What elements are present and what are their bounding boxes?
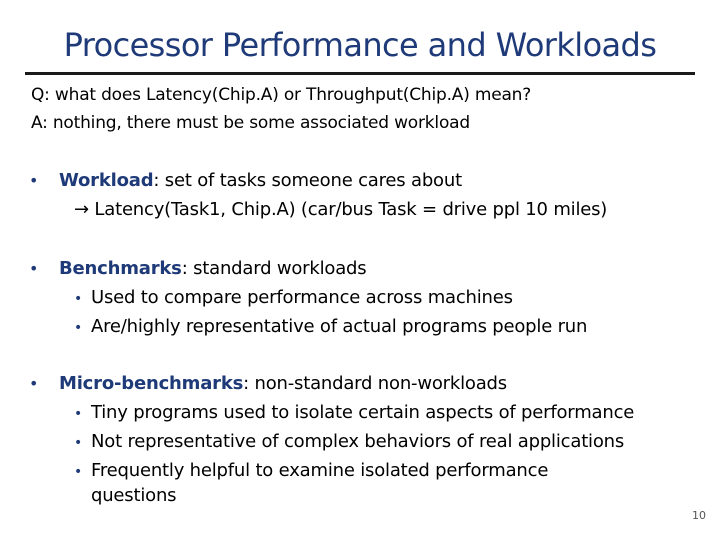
sub-bullet-continuation: questions [91, 485, 177, 506]
sub-bullet-text: Are/highly representative of actual programs people run [91, 316, 588, 337]
bullet-benchmarks [29, 258, 366, 279]
sub-bullet-text: Not representative of complex behaviors of real applications [91, 431, 625, 452]
sub-bullet [74, 431, 624, 452]
right-arrow-icon: → [74, 199, 89, 220]
sub-bullet-dot: • [74, 291, 83, 307]
bullet-text: : non-standard non-workloads [243, 373, 507, 394]
question-line: Q: what does Latency(Chip.A) or Throughput(Chip.A) mean? [31, 85, 532, 105]
bullet-keyword: Workload [59, 170, 154, 191]
sub-bullet-text: Tiny programs used to isolate certain aspects of performance [91, 402, 635, 423]
workload-example-text: Latency(Task1, Chip.A) (car/bus Task = drive ppl 10 miles) [94, 199, 608, 220]
sub-bullet-dot: • [74, 435, 83, 451]
page-number: 10 [692, 509, 706, 522]
bullet-workload [29, 170, 462, 191]
sub-bullet-dot: • [74, 320, 83, 336]
bullet-text: : set of tasks someone cares about [153, 170, 462, 191]
bullet-dot: • [29, 171, 39, 190]
sub-bullet [74, 287, 513, 308]
sub-bullet-text: Used to compare performance across machines [91, 287, 513, 308]
sub-bullet-dot: • [74, 406, 83, 422]
bullet-dot: • [29, 374, 39, 393]
title-divider [25, 72, 695, 75]
sub-bullet [74, 316, 587, 337]
sub-bullet [74, 402, 634, 423]
bullet-text: : standard workloads [181, 258, 367, 279]
workload-example [74, 199, 607, 220]
sub-bullet [74, 460, 548, 481]
sub-bullet-text: Frequently helpful to examine isolated performance [91, 460, 549, 481]
answer-line: A: nothing, there must be some associated workload [31, 113, 470, 133]
bullet-keyword: Micro-benchmarks [59, 373, 244, 394]
bullet-micro-benchmarks [29, 373, 507, 394]
bullet-keyword: Benchmarks [59, 258, 182, 279]
sub-bullet-dot: • [74, 464, 83, 480]
bullet-dot: • [29, 259, 39, 278]
slide-title: Processor Performance and Workloads [63, 26, 657, 64]
